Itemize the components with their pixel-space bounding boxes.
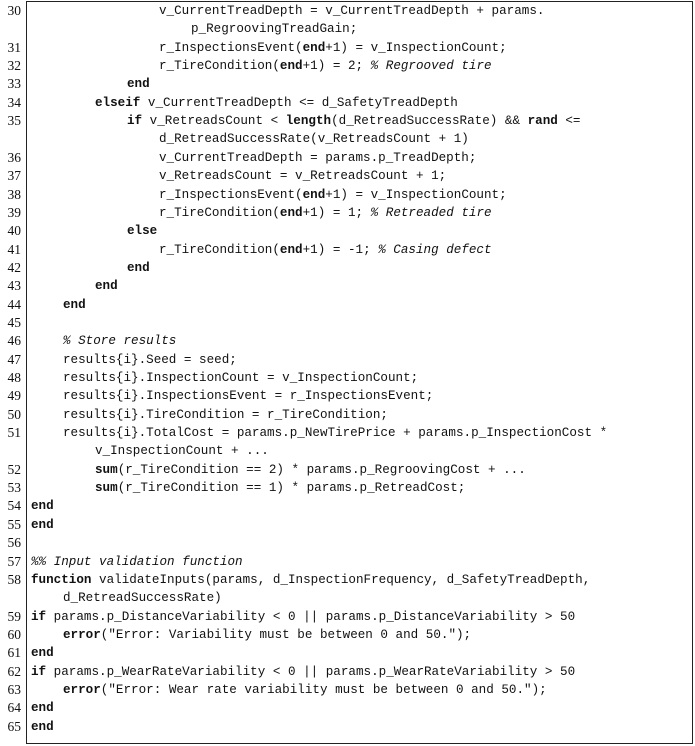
line-number: 65 bbox=[7, 718, 21, 734]
keyword: length bbox=[285, 114, 332, 129]
code-line bbox=[31, 571, 590, 589]
code-line bbox=[159, 57, 492, 75]
code-line bbox=[31, 718, 54, 736]
code-text: +1) = v_InspectionCount; bbox=[325, 187, 507, 202]
code-continuation-line bbox=[95, 442, 269, 460]
code-text: v_CurrentTreadDepth = v_CurrentTreadDepth + params. bbox=[159, 4, 545, 18]
line-number: 38 bbox=[7, 186, 21, 202]
code-text: +1) = v_InspectionCount; bbox=[325, 40, 507, 55]
line-number: 32 bbox=[7, 58, 21, 74]
comment: % Casing defect bbox=[378, 242, 492, 257]
code-text: params.p_DistanceVariability < 0 || params.p_DistanceVariability > 50 bbox=[46, 609, 576, 624]
code-continuation-line bbox=[191, 20, 357, 38]
code-line bbox=[31, 608, 575, 626]
line-number: 37 bbox=[7, 168, 21, 184]
code-text: v_CurrentTreadDepth = params.p_TreadDepth; bbox=[159, 150, 477, 165]
line-number: 39 bbox=[7, 204, 21, 220]
code-line bbox=[159, 149, 476, 167]
keyword: else bbox=[127, 224, 158, 239]
code-continuation-line bbox=[63, 589, 222, 607]
code-line bbox=[63, 296, 86, 314]
comment: % Retreaded tire bbox=[370, 205, 492, 220]
keyword: end bbox=[31, 701, 54, 716]
code-line bbox=[95, 461, 526, 479]
code-line bbox=[95, 277, 118, 295]
code-text: +1) = -1; bbox=[302, 242, 379, 257]
line-number: 58 bbox=[7, 571, 21, 587]
keyword: if bbox=[31, 664, 47, 679]
keyword: sum bbox=[95, 481, 118, 496]
code-line bbox=[127, 259, 150, 277]
keyword: end bbox=[31, 499, 54, 514]
keyword: if bbox=[31, 609, 47, 624]
code-line bbox=[63, 332, 176, 350]
keyword: end bbox=[127, 77, 150, 92]
code-text: results{i}.TotalCost = params.p_NewTirePrice + params.p_InspectionCost * bbox=[63, 426, 608, 441]
line-number: 56 bbox=[7, 535, 21, 551]
code-line bbox=[31, 516, 54, 534]
line-number: 60 bbox=[7, 626, 21, 642]
code-line bbox=[127, 112, 581, 130]
keyword: end bbox=[279, 205, 303, 220]
code-text: (r_TireCondition == 1) * params.p_RetreadCost; bbox=[117, 481, 466, 496]
code-text: ("Error: Wear rate variability must be between 0 and 50."); bbox=[100, 682, 547, 697]
code-text: r_TireCondition( bbox=[159, 59, 280, 74]
line-number: 54 bbox=[7, 498, 21, 514]
code-text: r_TireCondition( bbox=[159, 205, 280, 220]
code-text: (d_RetreadSuccessRate) && bbox=[331, 114, 528, 129]
code-text: results{i}.TireCondition = r_TireCondition; bbox=[63, 407, 388, 422]
frame-right-rule bbox=[692, 1, 693, 743]
line-number: 45 bbox=[7, 314, 21, 330]
line-number: 52 bbox=[7, 461, 21, 477]
keyword: error bbox=[63, 627, 101, 642]
code-line bbox=[63, 406, 388, 424]
code-text: (r_TireCondition == 2) * params.p_RegroovingCost + ... bbox=[117, 462, 526, 477]
code-text: results{i}.InspectionsEvent = r_InspectionsEvent; bbox=[63, 389, 434, 404]
code-line bbox=[63, 424, 607, 442]
line-number: 36 bbox=[7, 149, 21, 165]
keyword: end bbox=[127, 260, 150, 275]
code-line bbox=[63, 387, 433, 405]
keyword: elseif bbox=[95, 95, 141, 110]
keyword: if bbox=[127, 114, 143, 129]
code-text: v_InspectionCount + ... bbox=[95, 444, 269, 459]
keyword: rand bbox=[527, 114, 558, 129]
keyword: end bbox=[302, 40, 326, 55]
code-line bbox=[63, 681, 547, 699]
line-number: 43 bbox=[7, 278, 21, 294]
line-number: 30 bbox=[7, 3, 21, 18]
line-number: 53 bbox=[7, 480, 21, 496]
code-line bbox=[31, 644, 54, 662]
code-text: +1) = 2; bbox=[302, 59, 371, 74]
code-text: v_CurrentTreadDepth <= d_SafetyTreadDepth bbox=[140, 95, 458, 110]
code-line bbox=[31, 553, 243, 571]
keyword: function bbox=[31, 572, 92, 587]
line-number: 59 bbox=[7, 608, 21, 624]
line-number: 33 bbox=[7, 76, 21, 92]
code-text: +1) = 1; bbox=[302, 205, 371, 220]
line-number: 63 bbox=[7, 681, 21, 697]
code-line bbox=[31, 497, 54, 515]
code-text: params.p_WearRateVariability < 0 || params.p_WearRateVariability > 50 bbox=[46, 664, 576, 679]
line-number: 41 bbox=[7, 241, 21, 257]
keyword: end bbox=[31, 517, 54, 532]
keyword: end bbox=[63, 297, 86, 312]
line-number: 49 bbox=[7, 388, 21, 404]
keyword: end bbox=[279, 242, 303, 257]
keyword: error bbox=[63, 682, 101, 697]
code-line bbox=[159, 186, 507, 204]
keyword: end bbox=[302, 187, 326, 202]
line-number: 40 bbox=[7, 223, 21, 239]
keyword: end bbox=[279, 59, 303, 74]
line-number: 35 bbox=[7, 113, 21, 129]
code-text: validateInputs(params, d_InspectionFrequency, d_SafetyTreadDepth, bbox=[91, 572, 591, 587]
code-line bbox=[127, 222, 157, 240]
line-number: 47 bbox=[7, 351, 21, 367]
line-number: 61 bbox=[7, 645, 21, 661]
line-number: 44 bbox=[7, 296, 21, 312]
keyword: end bbox=[31, 646, 54, 661]
code-line bbox=[31, 663, 575, 681]
code-text: r_TireCondition( bbox=[159, 242, 280, 257]
code-text: d_RetreadSuccessRate) bbox=[63, 591, 222, 606]
line-number: 51 bbox=[7, 425, 21, 441]
comment: %% Input validation function bbox=[31, 554, 243, 569]
code-text: <= bbox=[557, 114, 581, 129]
comment: % Store results bbox=[63, 334, 177, 349]
code-line bbox=[159, 241, 492, 259]
frame-left-rule bbox=[26, 1, 27, 743]
code-line bbox=[127, 75, 150, 93]
code-line bbox=[95, 94, 458, 112]
line-number: 57 bbox=[7, 553, 21, 569]
code-line bbox=[159, 2, 544, 20]
code-line bbox=[159, 167, 446, 185]
keyword: sum bbox=[95, 462, 118, 477]
code-line bbox=[95, 479, 465, 497]
line-number: 31 bbox=[7, 39, 21, 55]
line-number: 62 bbox=[7, 663, 21, 679]
line-number: 64 bbox=[7, 700, 21, 716]
line-number: 34 bbox=[7, 94, 21, 110]
code-line bbox=[159, 204, 492, 222]
line-number: 46 bbox=[7, 333, 21, 349]
code-text: v_RetreadsCount = v_RetreadsCount + 1; bbox=[159, 169, 447, 184]
code-text: r_InspectionsEvent( bbox=[159, 40, 303, 55]
code-text: ("Error: Variability must be between 0 and 50."); bbox=[100, 627, 472, 642]
code-text: results{i}.InspectionCount = v_InspectionCount; bbox=[63, 371, 419, 385]
line-number: 48 bbox=[7, 370, 21, 385]
code-text: v_RetreadsCount < bbox=[142, 114, 286, 129]
line-number: 50 bbox=[7, 406, 21, 422]
keyword: end bbox=[31, 719, 54, 734]
frame-bottom-rule bbox=[26, 743, 693, 744]
line-number: 55 bbox=[7, 516, 21, 532]
keyword: end bbox=[95, 279, 118, 294]
code-line bbox=[159, 39, 507, 57]
code-line bbox=[31, 699, 54, 717]
comment: % Regrooved tire bbox=[370, 59, 492, 74]
line-number: 42 bbox=[7, 259, 21, 275]
code-line bbox=[63, 351, 237, 369]
code-line bbox=[63, 626, 471, 644]
code-continuation-line bbox=[159, 130, 469, 148]
code-text: r_InspectionsEvent( bbox=[159, 187, 303, 202]
code-text: results{i}.Seed = seed; bbox=[63, 352, 237, 367]
code-line bbox=[63, 369, 418, 387]
code-text: p_RegroovingTreadGain; bbox=[191, 22, 358, 37]
code-text: d_RetreadSuccessRate(v_RetreadsCount + 1) bbox=[159, 132, 469, 147]
